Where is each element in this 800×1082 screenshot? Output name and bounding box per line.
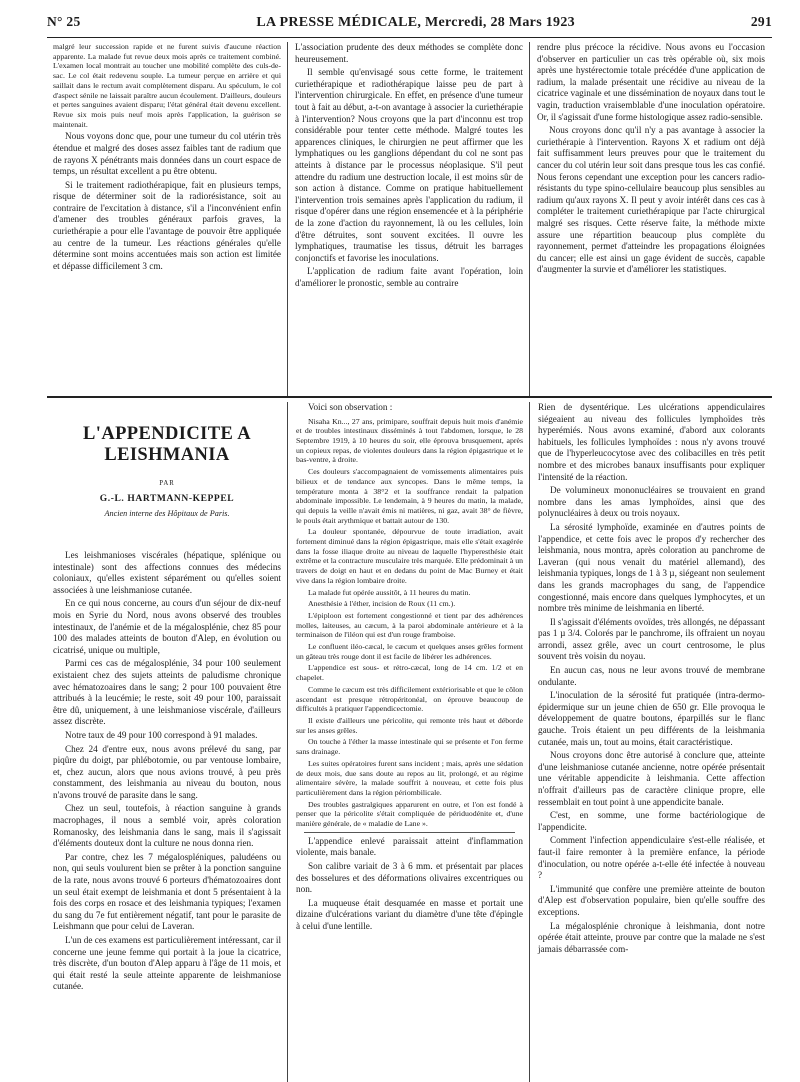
top-column-3 bbox=[529, 42, 771, 396]
paragraph: Nisaha Kn..., 27 ans, primipare, souffrait depuis huit mois d'anémie et de troubles intestinaux disséminés à tout l'abdomen, lorsque, le 28 Septembre 1919, à 10 heures du soir, elle éprouva brusquement, après un copieux repas, de violentes douleurs dans la région épigastrique et le bas-ventre, à droite. bbox=[296, 416, 523, 465]
article-title: L'APPENDICITE A LEISHMANIA bbox=[83, 424, 251, 465]
continued-article bbox=[47, 42, 772, 396]
top-column-2 bbox=[287, 42, 529, 396]
paragraph: L'épiploon est fortement congestionné et tient par des adhérences molles, laiteuses, au cæcum, à la paroi abdominale antérieure et à la terminaison de l'iléon qui est d'un rouge framboise. bbox=[296, 610, 523, 640]
issue-number: N° 25 bbox=[47, 14, 81, 29]
article-author: G.-L. HARTMANN-KEPPEL bbox=[99, 494, 235, 504]
paragraph: Notre taux de 49 pour 100 correspond à 91 malades. bbox=[65, 729, 258, 740]
paragraph: Il s'agissait d'éléments ovoïdes, très allongés, ne dépassant pas 1 µ 3/4. Colorés par le panchrome, ils offraient un noyau arrondi, assez grêle, avec un court centrosome, le plus souvent très voisin du noyau. bbox=[538, 616, 765, 662]
paragraph: Le confluent iléo-cæcal, le cæcum et quelques anses grêles forment un gâteau très rouge dont il est facile de libérer les adhérences. bbox=[296, 642, 523, 661]
paragraph: L'un de ces examens est particulièrement intéressant, car il concerne une jeune femme qui portait à la joue la cicatrice, très discrète, d'un bouton d'Alep apparu à l'âge de 11 mois, et qui était resté la seule atteinte apparente de leishmaniose cutanée. bbox=[53, 935, 281, 992]
article-column-1 bbox=[47, 402, 287, 1082]
section-rule bbox=[47, 396, 772, 398]
article-column-3-body bbox=[538, 402, 765, 955]
observation-end-rule bbox=[304, 832, 515, 833]
paragraph: L'application de radium faite avant l'opération, loin d'améliorer le pronostic, semble au contraire bbox=[295, 266, 523, 288]
paragraph: Son calibre variait de 3 à 6 mm. et présentait par places des bosselures et des déformations olivaires excentriques ou non. bbox=[296, 860, 523, 895]
paragraph: Il existe d'ailleurs une péricolite, qui remonte très haut et déborde sur les anses grêles. bbox=[296, 715, 523, 735]
paragraph: Chez un seul, toutefois, à réaction sanguine à grands macrophages, il nous a semblé voir, après coloration Romanosky, des leishmania dans le sang, mais il s'agissait d'éléments douteux dont la culture ne nous donna rien. bbox=[53, 803, 281, 849]
paragraph: L'immunité que confère une première atteinte de bouton d'Alep est d'observation populaire, bien qu'elle souffre des exceptions. bbox=[538, 883, 765, 917]
paragraph: Chez 24 d'entre eux, nous avons prélevé du sang, par piqûre du doigt, par phlébotomie, ou par ventouse lombaire, et, chez aucun, alors que nous avions trouvé, à peu près constamment, des leishmania au niveau du bouton, nous n'avons trouvé de parasite dans le sang. bbox=[53, 743, 281, 800]
paragraph: Comment l'infection appendiculaire s'est-elle réalisée, et faut-il faire remonter à la première enfance, la période d'inoculation, ou notre opérée a-t-elle été infectée à nouveau ? bbox=[538, 835, 765, 881]
article-column-2-body bbox=[296, 836, 523, 933]
paragraph: L'appendice est sous- et rétro-cæcal, long de 14 cm. 1/2 et en chapelet. bbox=[296, 663, 523, 683]
paragraph: La malade fut opérée aussitôt, à 11 heures du matin. bbox=[308, 587, 471, 597]
paragraph: C'est, en somme, une forme bactériologique de l'appendicite. bbox=[538, 810, 765, 832]
leishmania-article bbox=[47, 402, 772, 1082]
paragraph: La muqueuse était desquamée en masse et portait une dizaine d'ulcérations variant du diamètre d'une tête d'épingle à celui d'une lentille. bbox=[296, 897, 523, 931]
paragraph: Il semble qu'envisagé sous cette forme, le traitement curiethérapique et radiothérapique laisse peu de part à l'intervention chirurgicale. En effet, en présence d'une tumeur tout à fait au début, a-t-on avantage à associer la curiethérapie à l'intervention? Nous croyons que la part d'inconnu est trop considérable pour tenter cette méthode. Malgré toutes les apparences cliniques, le chirurgien ne peut affirmer que les lymphatiques ou les ganglions dépendant du col ne sont pas atteints à distance par le processus néoplasique. S'il peut attendre du radium une destruction locale, il est moins sûr de son action à distance. Comme on pratique habituellement l'intervention trois semaines après l'application du radium, il risque d'opérer dans une région ensemencée et à la périphérie de la zone d'action du rayonnement, là ou les cellules, loin d'être détruites, sont souvent excitées. Il ouvre les lymphatiques, traumatise les tissus, détruit les barrages conjonctifs et favorise les inoculations. bbox=[295, 67, 523, 263]
journal-title: LA PRESSE MÉDICALE, Mercredi, 28 Mars 1923 bbox=[256, 15, 575, 30]
observation-heading: Voici son observation : bbox=[308, 402, 393, 412]
paragraph: Nous croyons donc être autorisé à conclure que, atteinte d'une leishmaniose cutanée ancienne, notre opérée présentait une véritable appendicite à leishmania. Cette affection n'offrait d'ailleurs pas de caractère clinique propre, elle ressemblait en tout point à une appendicite banale. bbox=[538, 750, 765, 807]
paragraph: Par contre, chez les 7 mégalospléniques, paludéens ou non, qui seuls voulurent bien se prêter à la ponction sanguine de la rate, nous avons trouvé 6 porteurs d'hématozoaires dont un seul était exempt de leishmania et dont 5 présentaient à la fois des corps en rosace et des leishmania typiques; l'examen du sang du 7e fut entièrement négatif, tant pour le parasite de Leishmann que pour celui de Laveran. bbox=[53, 851, 281, 932]
article-column-2 bbox=[287, 402, 529, 1082]
header-rule bbox=[47, 37, 772, 38]
paragraph: On touche à l'éther la masse intestinale qui se présente et l'on ferme sans drainage. bbox=[296, 737, 523, 757]
paragraph: De volumineux mononucléaires se trouvaient en grand nombre dans les amas lymphoïdes, ainsi que des polynucléaires à deux ou trois noyaux. bbox=[538, 485, 765, 519]
paragraph: Des troubles gastralgiques apparurent en outre, et l'on est fondé à penser que la péricolite s'était compliquée de périduodénite et, d'une manière générale, de « maladie de Lane ». bbox=[296, 799, 523, 829]
top-column-1 bbox=[47, 42, 287, 396]
paragraph: malgré leur succession rapide et ne furent suivis d'aucune réaction apparente. La malade fut revue deux mois après ce traitement combiné. L'examen local montrait au toucher une mobilité complète des culs-de-sac. Le col était redevenu souple. La tumeur perçue en arrière et qui saillait dans le rectum avait complètement disparu. Au spéculum, le col d'aspect sénile ne laissait paraître aucun écoulement. D'ailleurs, douleurs et pertes sanguines avaient disparu; l'état général était devenu excellent. Revue six mois puis neuf mois après l'application, la guérison se maintenait. bbox=[53, 42, 281, 129]
paragraph: L'inoculation de la sérosité fut pratiquée (intra-dermo-épidermique sur un jeune chien de 650 gr. Elle provoqua le développement de quatre boutons, éparpillés sur le flanc gauche. Trois étaient un peu différents de la leishmania cutanée, mais un, tout au moins, était caractéristique. bbox=[538, 690, 765, 747]
paragraph: La sérosité lymphoïde, examinée en d'autres points de l'appendice, et cette fois avec le propos d'y rechercher des leishmania, nous montra, après coloration au panchrome de Laveran (qui nous venait du matériel allemand), des leishmania typiques, longs de 1 à 3 µ, siégeant non seulement dans les grands macrophages du sang, de l'appendice congestionné, mais encore dans quelques lymphocytes, et un nombre très minime de leishmania en liberté. bbox=[538, 521, 765, 614]
paragraph: Nous croyons donc qu'il n'y a pas avantage à associer la curiethérapie à l'intervention. Rayons X et radium ont déjà fait suffisamment leurs preuves pour que le traitement du cancer du col utérin leur soit dans presque tous les cas confié. Nous ferons cependant une exception pour les cancers radio-résistants du type spino-cellulaire beaucoup plus sensibles au radium qu'aux rayons X. Il peut y avoir intérêt dans ces cas à compléter le traitement curiethérapique par l'acte chirurgical malgré ses risques. Cette réserve faite, la méthode mixte assure une répartition beaucoup plus complète du rayonnement, permet d'atteindre les propagations éloignées du cancer; elle est ainsi un gage évident de succès, capable d'augmenter la survie et d'améliorer les statistiques. bbox=[537, 125, 765, 275]
paragraph: Rien de dysentérique. Les ulcérations appendiculaires siégeaient au niveau des follicules lymphoïdes très hyperémiés. Nous avons examiné, d'abord aux colorants habituels, les follicules lymphoïdes : nous n'y avons trouvé que de l'hyperleucocytose avec des colibacilles en très petit nombre et des microbes banaux insuffisants pour expliquer l'intensité de la réaction. bbox=[538, 402, 765, 482]
observation-body bbox=[296, 417, 523, 829]
paragraph: L'association prudente des deux méthodes se complète donc heureusement. bbox=[295, 42, 523, 64]
paragraph: Ces douleurs s'accompagnaient de vomissements alimentaires puis bilieux et de tendance aux syncopes. Dans le même temps, la température monta à 38°2 et la souffrance rendait la palpation abdominale impossible. Le lendemain, à 9 heures du matin, la malade, qui depuis la veille n'avait émis ni matières, ni gaz, avait 38° de fièvre, le pouls était arythmique et battait autour de 130. bbox=[296, 467, 523, 525]
paragraph: Comme le cæcum est très difficilement extériorisable et que le côlon ascendant est presque rétropéritonéal, on éprouve beaucoup de difficultés à pratiquer l'appendicectomie. bbox=[296, 684, 523, 714]
paragraph: Parmi ces cas de mégalosplénie, 34 pour 100 seulement existaient chez des sujets atteints de paludisme chronique avec hématozoaires dans le sang; 2 pour 100 pouvaient être attribués à la leucémie; le reste, soit 49 pour 100, paraissait être dû, uniquement, à une leishmaniose viscérale, d'ailleurs assez discrète. bbox=[53, 658, 281, 727]
paragraph: La douleur spontanée, dépourvue de toute irradiation, avait fortement diminué dans la région épigastrique, mais elle s'était exagérée dans la fosse iliaque droite au niveau de laquelle l'hyperesthésie était extrême et la contracture musculaire très marquée. Elle prédominait à un travers de doigt en haut et en dedans du point de Mac Burney et était vive dans la région lombaire droite. bbox=[296, 527, 523, 585]
paragraph: En ce qui nous concerne, au cours d'un séjour de dix-neuf mois en Syrie du Nord, nous avons observé des troubles intestinaux, de l'anémie et de la mégalosplénie, chez 85 pour 100 des malades atteints de bouton d'Alep, en évolution ou cicatrisé, unique ou multiple, bbox=[53, 598, 281, 655]
article-column-3 bbox=[529, 402, 771, 1082]
paragraph: Si le traitement radiothérapique, fait en plusieurs temps, risque de déterminer soit de la radiorésistance, soit au contraire de l'excitation à distance, s'il a l'inconvénient enfin d'amener des troubles généraux parfois graves, la curiethérapie a pour elle l'avantage de pouvoir être appliquée au centre de la tumeur. Les réactions générales qu'elle détermine sont moins accentuées mais son action est limitée et dépasse difficilement 3 cm. bbox=[53, 179, 281, 271]
paragraph: L'appendice enlevé paraissait atteint d'inflammation violente, mais banale. bbox=[296, 835, 523, 858]
paragraph: rendre plus précoce la récidive. Nous avons eu l'occasion d'observer en particulier un cas très opérable où, six mois après une hystérectomie totale précédée d'une application de radium, la malade présentait une récidive au niveau de la cicatrice vaginale et une dissémination de noyaux dans tout le vagin, traduction vraisemblable d'une inoculation opératoire. Or, il s'agissait d'une forme histologique assez radio-sensible. bbox=[537, 42, 765, 122]
paragraph: Les leishmanioses viscérales (hépatique, splénique ou intestinale) sont des affections connues des médecins coloniaux, qu'elles existent séparément ou qu'elles soient associées à une leishmaniose cutanée. bbox=[53, 550, 281, 595]
page-number: 291 bbox=[750, 14, 772, 29]
paragraph: En aucun cas, nous ne leur avons trouvé de membrane ondulante. bbox=[538, 665, 765, 687]
paragraph: Les suites opératoires furent sans incident ; mais, après une sédation de deux mois, due sans doute au repos au lit, prolongé, et au régime alimentaire sévère, la malade souffrit à nouveau, et cette fois plus particulièrement dans la région périombilicale. bbox=[296, 758, 523, 797]
page-header bbox=[47, 14, 772, 34]
paragraph: Anesthésie à l'éther, incision de Roux (11 cm.). bbox=[308, 599, 456, 609]
paragraph: La mégalosplénie chronique à leishmania, dont notre opérée était atteinte, prouve par contre que la malade ne s'est jamais débarrassée com- bbox=[538, 920, 765, 954]
article-affiliation: Ancien interne des Hôpitaux de Paris. bbox=[104, 509, 230, 518]
article-column-1-body bbox=[53, 550, 281, 993]
article-par: PAR bbox=[159, 480, 175, 487]
paragraph: Nous voyons donc que, pour une tumeur du col utérin très étendue et malgré des doses assez faibles tant de radium que de rayons X pénétrants mais données dans un court espace de temps, un résultat excellent a pu être obtenu. bbox=[53, 131, 281, 177]
